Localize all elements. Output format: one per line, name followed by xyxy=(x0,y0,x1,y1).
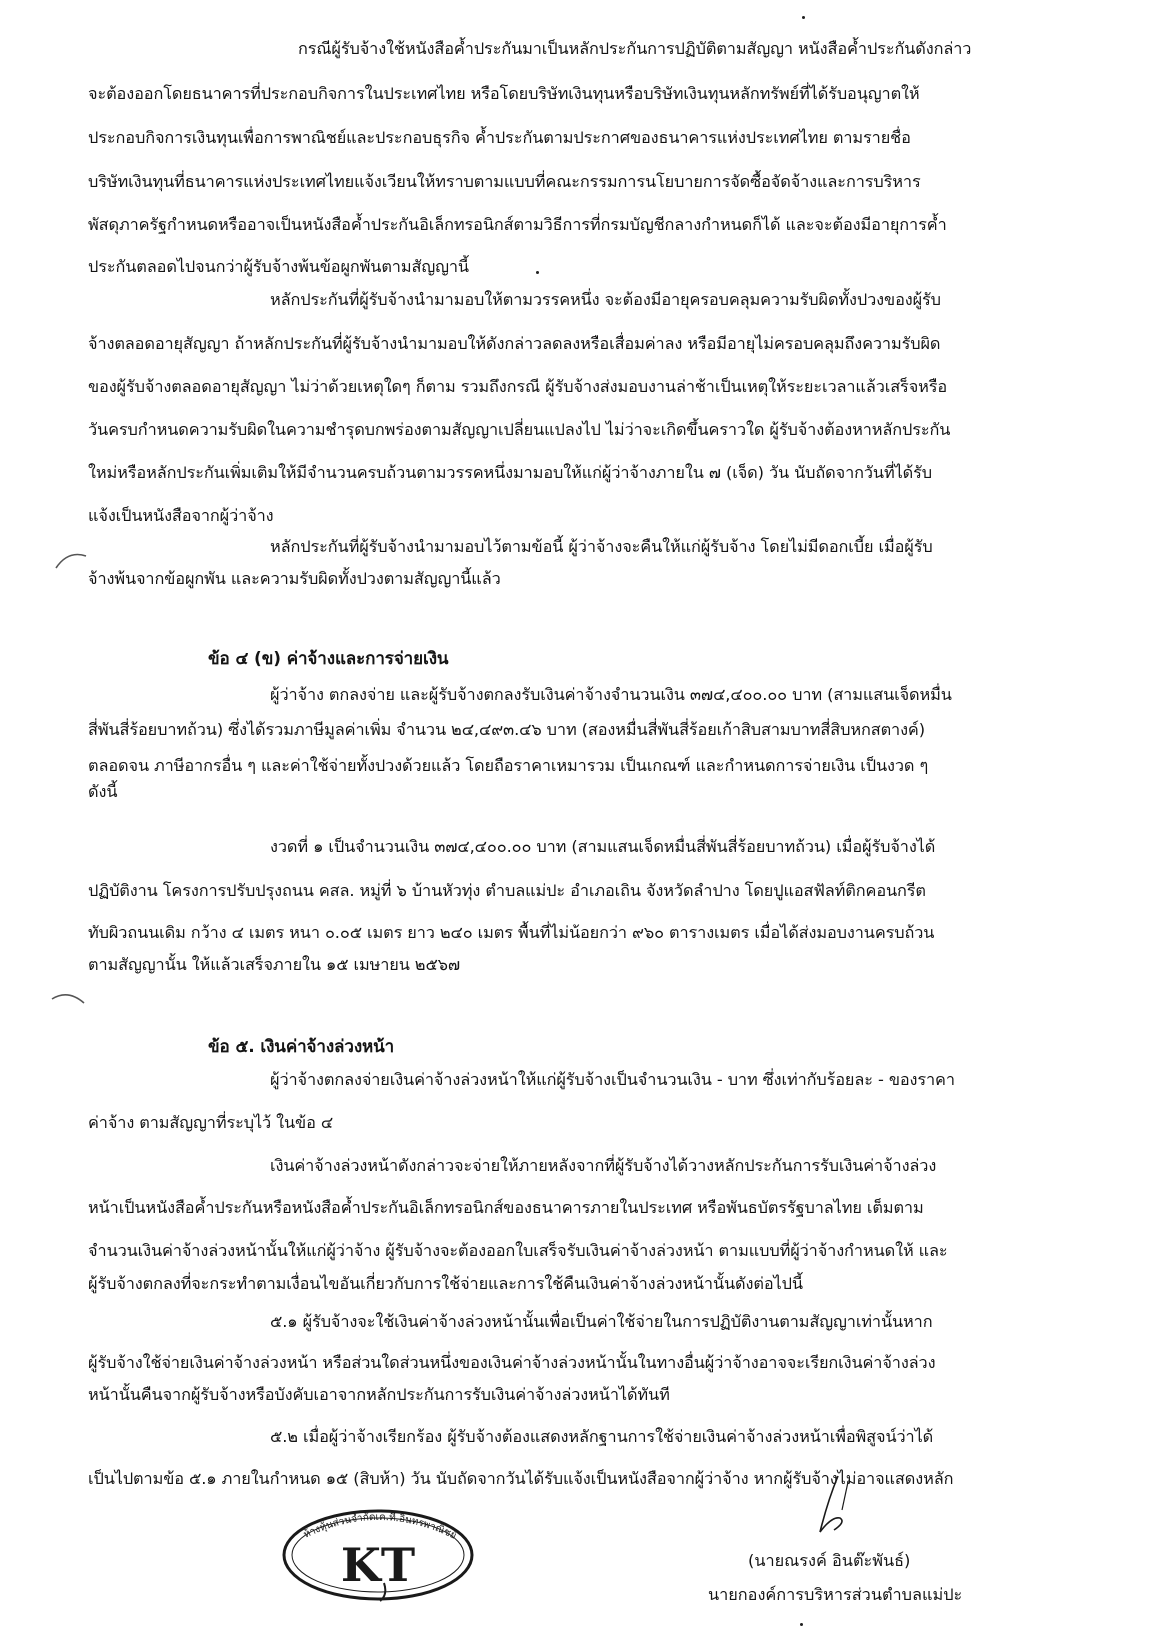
paragraph-line: สี่พันสี่ร้อยบาทถ้วน) ซึ่งได้รวมภาษีมูลค่าเพิ่ม จำนวน ๒๔,๔๙๓.๔๖ บาท (สองหมื่นสี่พันสี่ร้อยเก้าสิบสามบาทสี่สิบหกสตางค์) xyxy=(88,720,925,739)
paragraph-line: บริษัทเงินทุนที่ธนาคารแห่งประเทศไทยแจ้งเวียนให้ทราบตามแบบที่คณะกรรมการนโยบายการจัดซื้อจัดจ้างและการบริหาร xyxy=(88,172,921,191)
paragraph-line: ผู้รับจ้างใช้จ่ายเงินค่าจ้างล่วงหน้า หรือส่วนใดส่วนหนึ่งของเงินค่าจ้างล่วงหน้านั้นในทางอื่นผู้ว่าจ้างอาจจะเรียกเงินค่าจ้างล่วง xyxy=(88,1353,936,1372)
paragraph-line: เป็นไปตามข้อ ๕.๑ ภายในกำหนด ๑๕ (สิบห้า) วัน นับถัดจากวันได้รับแจ้งเป็นหนังสือจากผู้ว่าจ้าง หากผู้รับจ้างไม่อาจแสดงหลัก xyxy=(88,1469,954,1488)
paragraph-line: ผู้ว่าจ้างตกลงจ่ายเงินค่าจ้างล่วงหน้าให้แก่ผู้รับจ้างเป็นจำนวนเงิน - บาท ซึ่งเท่ากับร้อยละ - ของราคา xyxy=(270,1070,955,1089)
paragraph-line: แจ้งเป็นหนังสือจากผู้ว่าจ้าง xyxy=(88,506,274,525)
paragraph-line: ตามสัญญานั้น ให้แล้วเสร็จภายใน ๑๕ เมษายน ๒๕๖๗ xyxy=(88,955,461,974)
paragraph-line: ๕.๑ ผู้รับจ้างจะใช้เงินค่าจ้างล่วงหน้านั้นเพื่อเป็นค่าใช้จ่ายในการปฏิบัติงานตามสัญญาเท่านั้นหาก xyxy=(270,1312,933,1331)
paragraph-line: กรณีผู้รับจ้างใช้หนังสือค้ำประกันมาเป็นหลักประกันการปฏิบัติตามสัญญา หนังสือค้ำประกันดังกล่าว xyxy=(298,39,972,58)
scan-dot xyxy=(802,16,805,19)
paragraph-line: หน้าเป็นหนังสือค้ำประกันหรือหนังสือค้ำประกันอิเล็กทรอนิกส์ของธนาคารภายในประเทศ หรือพันธบัตรรัฐบาลไทย เต็มตาม xyxy=(88,1198,924,1217)
stamp-ring-text: ห้างหุ้นส่วนจำกัดเค.ที.อินทรพาณิชย์ xyxy=(301,1511,458,1542)
paragraph-line: ๕.๒ เมื่อผู้ว่าจ้างเรียกร้อง ผู้รับจ้างต้องแสดงหลักฐานการใช้จ่ายเงินค่าจ้างล่วงหน้าเพื่อพิสูจน์ว่าได้ xyxy=(270,1427,934,1446)
paragraph-line: ประกอบกิจการเงินทุนเพื่อการพาณิชย์และประกอบธุรกิจ ค้ำประกันตามประกาศของธนาคารแห่งประเทศไทย ตามรายชื่อ xyxy=(88,128,911,147)
scan-dot xyxy=(536,271,539,274)
paragraph-line: งวดที่ ๑ เป็นจำนวนเงิน ๓๗๔,๔๐๐.๐๐ บาท (สามแสนเจ็ดหมื่นสี่พันสี่ร้อยบาทถ้วน) เมื่อผู้รับจ้างได้ xyxy=(270,837,936,856)
company-stamp xyxy=(280,1503,476,1603)
stamp-logo: KT xyxy=(340,1538,416,1592)
paragraph-line: ผู้ว่าจ้าง ตกลงจ่าย และผู้รับจ้างตกลงรับเงินค่าจ้างจำนวนเงิน ๓๗๔,๔๐๐.๐๐ บาท (สามแสนเจ็ดหมื่น xyxy=(270,685,952,704)
paragraph-line: จ้างตลอดอายุสัญญา ถ้าหลักประกันที่ผู้รับจ้างนำมามอบให้ดังกล่าวลดลงหรือเสื่อมค่าลง หรือมีอายุไม่ครอบคลุมถึงความรับผิด xyxy=(88,334,941,353)
signatory-title: นายกองค์การบริหารส่วนตำบลแม่ปะ xyxy=(708,1585,963,1604)
punch-hole-mark xyxy=(54,548,88,572)
paragraph-line: ใหม่หรือหลักประกันเพิ่มเติมให้มีจำนวนครบถ้วนตามวรรคหนึ่งมามอบให้แก่ผู้ว่าจ้างภายใน ๗ (เจ็ด) วัน นับถัดจากวันที่ได้รับ xyxy=(88,463,933,482)
paragraph-line: ปฏิบัติงาน โครงการปรับปรุงถนน คสล. หมู่ที่ ๖ บ้านหัวทุ่ง ตำบลแม่ปะ อำเภอเถิน จังหวัดลำปาง โดยปูแอสฟัลท์ติกคอนกรีต xyxy=(88,881,926,900)
paragraph-line: ค่าจ้าง ตามสัญญาที่ระบุไว้ ในข้อ ๔ xyxy=(88,1113,334,1132)
paragraph-line: จำนวนเงินค่าจ้างล่วงหน้านั้นให้แก่ผู้ว่าจ้าง ผู้รับจ้างจะต้องออกใบเสร็จรับเงินค่าจ้างล่วงหน้า ตามแบบที่ผู้ว่าจ้างกำหนดให้ และ xyxy=(88,1241,948,1260)
paragraph-line: พัสดุภาครัฐกำหนดหรืออาจเป็นหนังสือค้ำประกันอิเล็กทรอนิกส์ตามวิธีการที่กรมบัญชีกลางกำหนดก็ได้ และจะต้องมีอายุการค้ำ xyxy=(88,215,947,234)
paragraph-line: วันครบกำหนดความรับผิดในความชำรุดบกพร่องตามสัญญาเปลี่ยนแปลงไป ไม่ว่าจะเกิดขึ้นคราวใด ผู้รับจ้างต้องหาหลักประกัน xyxy=(88,420,951,439)
punch-hole-mark xyxy=(50,987,86,1011)
paragraph-line: เงินค่าจ้างล่วงหน้าดังกล่าวจะจ่ายให้ภายหลังจากที่ผู้รับจ้างได้วางหลักประกันการรับเงินค่าจ้างล่วง xyxy=(270,1156,937,1175)
paragraph-line: ผู้รับจ้างตกลงที่จะกระทำตามเงื่อนไขอันเกี่ยวกับการใช้จ่ายและการใช้คืนเงินค่าจ้างล่วงหน้านั้นดังต่อไปนี้ xyxy=(88,1274,803,1293)
paragraph-line: หลักประกันที่ผู้รับจ้างนำมามอบไว้ตามข้อนี้ ผู้ว่าจ้างจะคืนให้แก่ผู้รับจ้าง โดยไม่มีดอกเบี้ย เมื่อผู้รับ xyxy=(270,537,933,556)
scan-dot xyxy=(800,1623,803,1626)
handwritten-signature xyxy=(790,1470,870,1550)
paragraph-line: ประกันตลอดไปจนกว่าผู้รับจ้างพ้นข้อผูกพันตามสัญญานี้ xyxy=(88,257,469,276)
paragraph-line: ดังนี้ xyxy=(88,782,118,801)
section-heading: ข้อ ๔ (ข) ค่าจ้างและการจ่ายเงิน xyxy=(208,649,449,669)
paragraph-line: ตลอดจน ภาษีอากรอื่น ๆ และค่าใช้จ่ายทั้งปวงด้วยแล้ว โดยถือราคาเหมารวม เป็นเกณฑ์ และกำหนดการจ่ายเงิน เป็นงวด ๆ xyxy=(88,756,929,775)
paragraph-line: ทับผิวถนนเดิม กว้าง ๔ เมตร หนา ๐.๐๕ เมตร ยาว ๒๔๐ เมตร พื้นที่ไม่น้อยกว่า ๙๖๐ ตารางเมตร เมื่อได้ส่งมอบงานครบถ้วน xyxy=(88,923,935,942)
signatory-name: (นายณรงค์ อินต๊ะพันธ์) xyxy=(748,1551,911,1570)
paragraph-line: จ้างพ้นจากข้อผูกพัน และความรับผิดทั้งปวงตามสัญญานี้แล้ว xyxy=(88,569,501,588)
paragraph-line: หน้านั้นคืนจากผู้รับจ้างหรือบังคับเอาจากหลักประกันการรับเงินค่าจ้างล่วงหน้าได้ทันที xyxy=(88,1385,670,1404)
paragraph-line: หลักประกันที่ผู้รับจ้างนำมามอบให้ตามวรรคหนึ่ง จะต้องมีอายุครอบคลุมความรับผิดทั้งปวงของผู้รับ xyxy=(270,290,941,309)
paragraph-line: ของผู้รับจ้างตลอดอายุสัญญา ไม่ว่าด้วยเหตุใดๆ ก็ตาม รวมถึงกรณี ผู้รับจ้างส่งมอบงานล่าช้าเป็นเหตุให้ระยะเวลาแล้วเสร็จหรือ xyxy=(88,377,948,396)
section-heading: ข้อ ๕. เงินค่าจ้างล่วงหน้า xyxy=(208,1037,395,1057)
paragraph-line: จะต้องออกโดยธนาคารที่ประกอบกิจการในประเทศไทย หรือโดยบริษัทเงินทุนหรือบริษัทเงินทุนหลักทรัพย์ที่ได้รับอนุญาตให้ xyxy=(88,84,920,103)
